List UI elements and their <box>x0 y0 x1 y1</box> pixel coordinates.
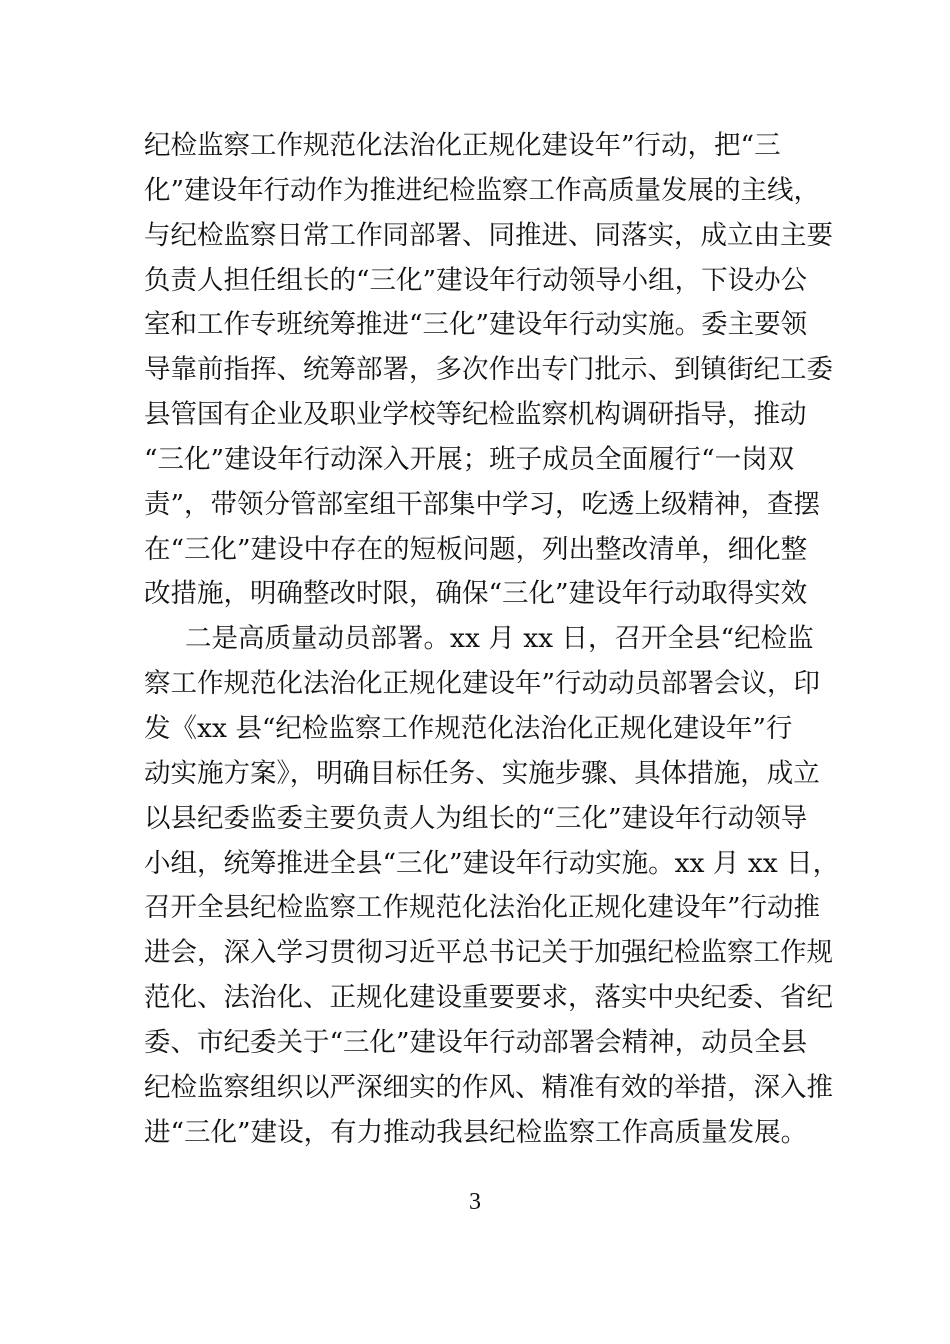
text-line: 察工作规范化法治化正规化建设年”行动动员部署会议，印 <box>144 668 821 700</box>
text-line: 纪检监察组织以严深细实的作风、精准有效的举措，深入推 <box>144 1071 833 1103</box>
text-line: 与纪检监察日常工作同部署、同推进、同落实，成立由主要 <box>144 219 833 251</box>
text-line: 委、市纪委关于“三化”建设年行动部署会精神，动员全县 <box>144 1026 808 1058</box>
body-text <box>144 124 840 1155</box>
text-line: 责”，带领分管部室组干部集中学习，吃透上级精神，查摆 <box>144 488 821 520</box>
text-line: 改措施，明确整改时限，确保“三化”建设年行动取得实效 <box>144 578 808 610</box>
text-line: 县管国有企业及职业学校等纪检监察机构调研指导，推动 <box>144 399 807 431</box>
page-number: 3 <box>469 1189 481 1215</box>
text-line: “三化”建设年行动深入开展；班子成员全面履行“一岗双 <box>144 443 795 475</box>
text-line: 进“三化”建设，有力推动我县纪检监察工作高质量发展。 <box>144 1116 808 1148</box>
text-line: 导靠前指挥、统筹部署，多次作出专门批示、到镇街纪工委 <box>144 354 833 386</box>
text-line: 化”建设年行动作为推进纪检监察工作高质量发展的主线， <box>144 174 821 206</box>
text-line: 纪检监察工作规范化法治化正规化建设年”行动，把“三 <box>144 130 781 161</box>
text-line: 在“三化”建设中存在的短板问题，列出整改清单，细化整 <box>144 533 808 565</box>
text-line: 召开全县纪检监察工作规范化法治化正规化建设年”行动推 <box>144 892 821 924</box>
text-line: 范化、法治化、正规化建设重要要求，落实中央纪委、省纪 <box>144 982 833 1014</box>
text-line: 以县纪委监委主要负责人为组长的“三化”建设年行动领导 <box>144 802 808 834</box>
text-line: 负责人担任组长的“三化”建设年行动领导小组，下设办公 <box>144 264 808 296</box>
text-line: 进会，深入学习贯彻习近平总书记关于加强纪检监察工作规 <box>144 937 833 969</box>
text-line: 动实施方案》，明确目标任务、实施步骤、具体措施，成立 <box>144 757 820 789</box>
paragraph-first-line: 二是高质量动员部署。xx 月 xx 日，召开全县“纪检监 <box>185 623 814 655</box>
text-line: 室和工作专班统筹推进“三化”建设年行动实施。委主要领 <box>144 309 808 341</box>
text-line: 小组，统筹推进全县“三化”建设年行动实施。xx 月 xx 日， <box>144 847 840 879</box>
text-line: 发《xx 县“纪检监察工作规范化法治化正规化建设年”行 <box>144 712 793 744</box>
